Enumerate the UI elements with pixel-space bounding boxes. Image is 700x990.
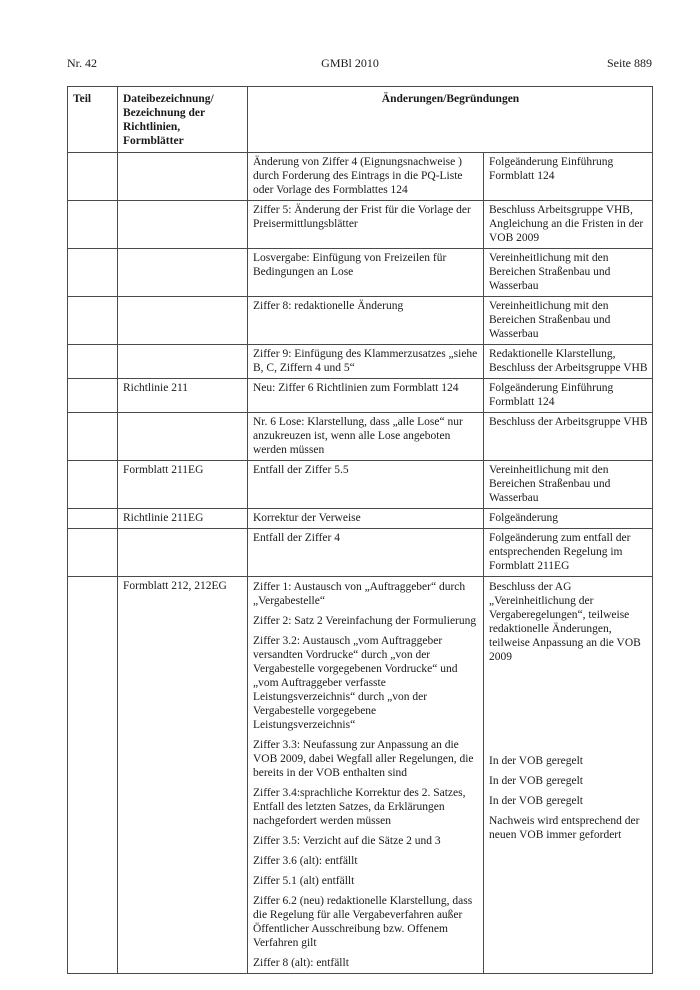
cell-aenderung: Entfall der Ziffer 4 — [248, 529, 484, 577]
reason-entry: In der VOB geregelt — [489, 755, 583, 767]
cell-teil — [68, 297, 118, 345]
reason-entry: Nachweis wird entsprechend der neuen VOB immer gefordert — [489, 815, 640, 841]
change-entry: Ziffer 2: Satz 2 Vereinfachung der Formulierung — [253, 615, 477, 627]
table-row — [68, 577, 653, 974]
cell-begruendung: Folgeänderung Einführung Formblatt 124 — [484, 153, 653, 201]
header-dateibezeichnung: Dateibezeichnung/ Bezeichnung der Richtlinien, Formblätter — [118, 87, 248, 153]
cell-dateibezeichnung — [118, 345, 248, 379]
cell-aenderung: Entfall der Ziffer 5.5 — [248, 461, 484, 509]
cell-dateibezeichnung: Richtlinie 211EG — [118, 509, 248, 529]
cell-aenderung: Nr. 6 Lose: Klarstellung, dass „alle Lose“ nur anzukreuzen ist, wenn alle Lose angeboten werden müssen — [248, 413, 484, 461]
reason-entry: In der VOB geregelt — [489, 775, 583, 787]
change-entry: Ziffer 3.5: Verzicht auf die Sätze 2 und 3 — [253, 835, 441, 847]
cell-teil — [68, 201, 118, 249]
table-row — [68, 297, 653, 345]
cell-aenderung: Ziffer 9: Einfügung des Klammerzusatzes „siehe B, C, Ziffern 4 und 5“ — [248, 345, 484, 379]
cell-aenderung: Ziffer 5: Änderung der Frist für die Vorlage der Preisermittlungsblätter — [248, 201, 484, 249]
journal-title: GMBl 2010 — [321, 56, 379, 70]
change-entry: Ziffer 3.6 (alt): entfällt — [253, 855, 358, 867]
cell-aenderung: Ziffer 8: redaktionelle Änderung — [248, 297, 484, 345]
page-number: Seite 889 — [607, 56, 652, 70]
table-row — [68, 529, 653, 577]
table-row — [68, 345, 653, 379]
change-entry: Ziffer 5.1 (alt) entfällt — [253, 875, 355, 887]
change-entry: Ziffer 8 (alt): entfällt — [253, 957, 349, 969]
cell-teil — [68, 577, 118, 974]
table-row — [68, 509, 653, 529]
cell-dateibezeichnung: Formblatt 211EG — [118, 461, 248, 509]
reason-entry: In der VOB geregelt — [489, 795, 583, 807]
cell-dateibezeichnung — [118, 529, 248, 577]
change-entry: Ziffer 1: Austausch von „Auftraggeber“ durch „Vergabestelle“ — [253, 581, 466, 607]
cell-aenderung: Änderung von Ziffer 4 (Eignungsnachweise ) durch Forderung des Eintrags in die PQ-Liste oder Vorlage des Formblattes 124 — [248, 153, 484, 201]
cell-begruendung: Beschluss Arbeitsgruppe VHB, Angleichung an die Fristen in der VOB 2009 — [484, 201, 653, 249]
cell-dateibezeichnung: Richtlinie 211 — [118, 379, 248, 413]
cell-teil — [68, 153, 118, 201]
cell-teil — [68, 529, 118, 577]
table-row — [68, 413, 653, 461]
change-entry: Ziffer 3.3: Neufassung zur Anpassung an die VOB 2009, dabei Wegfall aller Regelungen, die bereits in der VOB enthalten sind — [253, 739, 474, 779]
change-entry: Ziffer 6.2 (neu) redaktionelle Klarstellung, dass die Regelung für alle Vergabeverfahren außer Öffentlicher Ausschreibung bzw. Offenem Verfahren gilt — [253, 895, 473, 949]
header-aenderungen: Änderungen/Begründungen — [248, 87, 653, 153]
reason-entry: Beschluss der AG „Vereinheitlichung der Vergaberegelungen“, teilweise redaktionelle Änderungen, teilweise Anpassung an die VOB 2009 — [489, 581, 641, 663]
change-entry: Ziffer 3.4:sprachliche Korrektur des 2. Satzes, Entfall des letzten Satzes, da Erklärungen nachgefordert werden müssen — [253, 787, 466, 827]
cell-teil — [68, 413, 118, 461]
cell-begruendung: Beschluss der Arbeitsgruppe VHB — [484, 413, 653, 461]
table-row — [68, 379, 653, 413]
cell-begruendung: Folgeänderung zum entfall der entsprechenden Regelung im Formblatt 211EG — [484, 529, 653, 577]
table-header-row — [68, 87, 653, 153]
cell-dateibezeichnung — [118, 413, 248, 461]
cell-dateibezeichnung — [118, 297, 248, 345]
cell-dateibezeichnung — [118, 201, 248, 249]
issue-number: Nr. 42 — [67, 56, 97, 70]
cell-aenderung — [248, 577, 484, 974]
cell-aenderung: Losvergabe: Einfügung von Freizeilen für Bedingungen an Lose — [248, 249, 484, 297]
changes-table — [67, 86, 653, 974]
cell-dateibezeichnung — [118, 249, 248, 297]
cell-begruendung — [484, 577, 653, 974]
table-row — [68, 461, 653, 509]
table-row — [68, 249, 653, 297]
cell-teil — [68, 345, 118, 379]
cell-begruendung: Vereinheitlichung mit den Bereichen Straßenbau und Wasserbau — [484, 461, 653, 509]
table-row — [68, 201, 653, 249]
cell-dateibezeichnung — [118, 153, 248, 201]
cell-teil — [68, 249, 118, 297]
cell-begruendung: Folgeänderung — [484, 509, 653, 529]
cell-teil — [68, 509, 118, 529]
cell-dateibezeichnung: Formblatt 212, 212EG — [118, 577, 248, 974]
change-entry: Ziffer 3.2: Austausch „vom Auftraggeber versandten Vordrucke“ durch „von der Vergabestelle vorgegebenen Vordrucke“ und „vom Auftraggeber verfasste Leistungsverzeichnis“ durch „von der Vergabestelle vorgegebene Leistungsverzeichnis“ — [253, 635, 458, 731]
cell-aenderung: Neu: Ziffer 6 Richtlinien zum Formblatt 124 — [248, 379, 484, 413]
cell-aenderung: Korrektur der Verweise — [248, 509, 484, 529]
cell-teil — [68, 461, 118, 509]
cell-begruendung: Vereinheitlichung mit den Bereichen Straßenbau und Wasserbau — [484, 297, 653, 345]
header-teil: Teil — [68, 87, 118, 153]
cell-begruendung: Folgeänderung Einführung Formblatt 124 — [484, 379, 653, 413]
cell-begruendung: Vereinheitlichung mit den Bereichen Straßenbau und Wasserbau — [484, 249, 653, 297]
table-row — [68, 153, 653, 201]
cell-teil — [68, 379, 118, 413]
cell-begruendung: Redaktionelle Klarstellung, Beschluss der Arbeitsgruppe VHB — [484, 345, 653, 379]
